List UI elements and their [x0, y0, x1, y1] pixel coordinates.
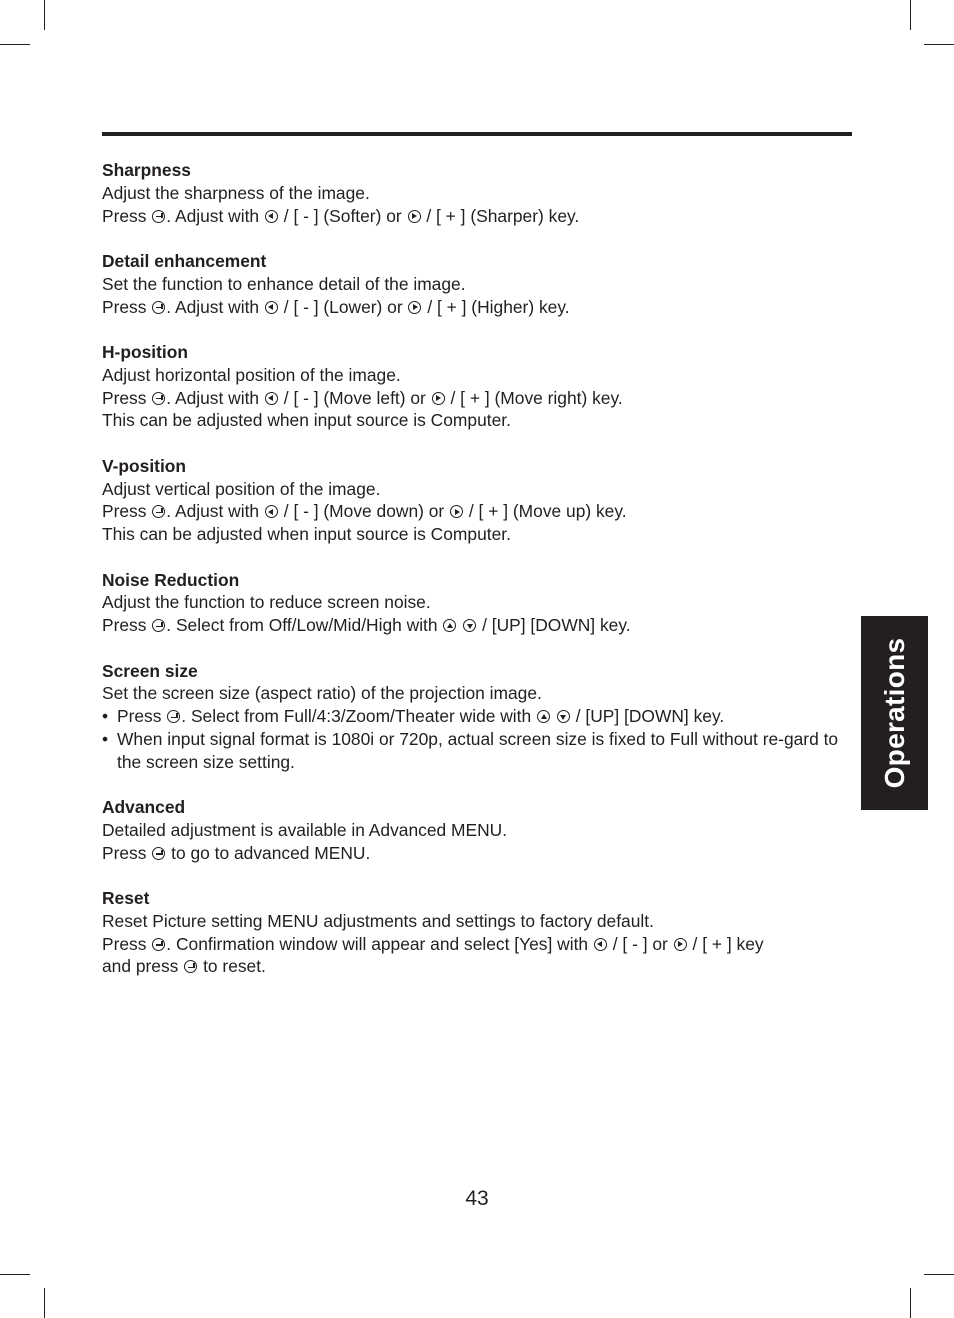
- instruction-text: Press: [102, 933, 147, 954]
- instruction-text: / [ - ] (Lower) or: [283, 296, 403, 317]
- section-description: Reset Picture setting MENU adjustments and settings to factory default.: [102, 910, 654, 931]
- section-description: Adjust horizontal position of the image.: [102, 364, 401, 385]
- section-description: Set the function to enhance detail of the image.: [102, 273, 466, 294]
- section-description: Adjust vertical position of the image.: [102, 478, 381, 499]
- crop-mark: [924, 44, 954, 45]
- instruction-text: Press: [117, 706, 162, 727]
- up-arrow-key-icon: [443, 619, 456, 632]
- crop-mark: [910, 1288, 911, 1318]
- section-sharpness: [102, 159, 842, 227]
- instruction-text: . Select from Off/Low/Mid/High with: [166, 615, 438, 636]
- enter-key-icon: [152, 847, 165, 860]
- instruction-line: [102, 387, 842, 410]
- section-heading: Reset: [102, 888, 150, 909]
- page-content: [102, 159, 842, 1001]
- section-description: Adjust the sharpness of the image.: [102, 182, 370, 203]
- instruction-text: Press: [102, 296, 147, 317]
- instruction-text: / [ + ] (Move up) key.: [468, 501, 627, 522]
- bullet-item: [102, 705, 842, 728]
- instruction-text: . Adjust with: [166, 296, 260, 317]
- instruction-text: Press: [102, 615, 147, 636]
- enter-key-icon: [152, 938, 165, 951]
- right-arrow-key-icon: [450, 505, 463, 518]
- section-heading: V-position: [102, 455, 187, 476]
- section-noise-reduction: [102, 569, 842, 637]
- section-heading: Advanced: [102, 797, 186, 818]
- crop-mark: [0, 1274, 30, 1275]
- enter-key-icon: [167, 710, 180, 723]
- side-tab-operations: [861, 616, 928, 810]
- section-reset: [102, 887, 842, 978]
- instruction-text: / [ - ] (Softer) or: [283, 205, 402, 226]
- crop-mark: [910, 0, 911, 30]
- instruction-text: / [ - ] (Move down) or: [283, 501, 445, 522]
- instruction-line: [102, 614, 842, 637]
- instruction-text: / [ + ] key: [692, 933, 764, 954]
- instruction-text: . Select from Full/4:3/Zoom/Theater wide with: [181, 706, 532, 727]
- bullet-dot: •: [102, 706, 109, 727]
- section-detail-enhancement: [102, 250, 842, 318]
- enter-key-icon: [152, 210, 165, 223]
- instruction-text: / [ - ] or: [612, 933, 668, 954]
- instruction-text: . Adjust with: [166, 387, 260, 408]
- enter-key-icon: [184, 960, 197, 973]
- enter-key-icon: [152, 301, 165, 314]
- crop-mark: [0, 44, 30, 45]
- instruction-text: / [ + ] (Sharper) key.: [426, 205, 580, 226]
- instruction-text: / [ + ] (Higher) key.: [427, 296, 570, 317]
- instruction-line: [102, 500, 842, 523]
- section-description: Set the screen size (aspect ratio) of the projection image.: [102, 683, 542, 704]
- instruction-text: to go to advanced MENU.: [171, 842, 371, 863]
- instruction-text: to reset.: [203, 956, 266, 977]
- instruction-line: [102, 296, 842, 319]
- section-heading: H-position: [102, 341, 188, 362]
- left-arrow-key-icon: [265, 392, 278, 405]
- right-arrow-key-icon: [432, 392, 445, 405]
- enter-key-icon: [152, 392, 165, 405]
- section-v-position: [102, 455, 842, 546]
- instruction-line: [102, 955, 842, 978]
- instruction-text: Press: [102, 205, 147, 226]
- side-tab-label: Operations: [878, 637, 910, 789]
- right-arrow-key-icon: [408, 210, 421, 223]
- left-arrow-key-icon: [265, 505, 278, 518]
- section-advanced: [102, 796, 842, 864]
- header-rule: [102, 132, 852, 136]
- bullet-dot: •: [102, 728, 109, 749]
- section-h-position: [102, 341, 842, 432]
- enter-key-icon: [152, 619, 165, 632]
- right-arrow-key-icon: [408, 301, 421, 314]
- bullet-item: [102, 728, 845, 774]
- section-description: Adjust the function to reduce screen noise.: [102, 592, 431, 613]
- section-description: Detailed adjustment is available in Advanced MENU.: [102, 819, 508, 840]
- crop-mark: [44, 0, 45, 30]
- instruction-text: / [UP] [DOWN] key.: [575, 706, 725, 727]
- instruction-text: and press: [102, 956, 179, 977]
- crop-mark: [924, 1274, 954, 1275]
- instruction-text: / [UP] [DOWN] key.: [482, 615, 631, 636]
- instruction-line: [102, 842, 842, 865]
- instruction-text: . Adjust with: [166, 501, 260, 522]
- enter-key-icon: [152, 505, 165, 518]
- instruction-text: / [ - ] (Move left) or: [283, 387, 426, 408]
- instruction-text: Press: [102, 501, 147, 522]
- section-heading: Sharpness: [102, 160, 191, 180]
- instruction-text: Press: [102, 387, 147, 408]
- left-arrow-key-icon: [594, 938, 607, 951]
- up-arrow-key-icon: [537, 710, 550, 723]
- instruction-line: [102, 205, 842, 228]
- instruction-text: When input signal format is 1080i or 720p, actual screen size is fixed to Full without re-gard to the screen size setting.: [117, 728, 839, 772]
- section-note: This can be adjusted when input source is Computer.: [102, 524, 511, 545]
- down-arrow-key-icon: [557, 710, 570, 723]
- instruction-text: Press: [102, 842, 147, 863]
- right-arrow-key-icon: [674, 938, 687, 951]
- section-screen-size: [102, 660, 842, 774]
- instruction-line: [102, 933, 842, 956]
- left-arrow-key-icon: [265, 301, 278, 314]
- section-heading: Detail enhancement: [102, 250, 267, 271]
- crop-mark: [44, 1288, 45, 1318]
- left-arrow-key-icon: [265, 210, 278, 223]
- instruction-text: / [ + ] (Move right) key.: [450, 387, 623, 408]
- instruction-text: . Adjust with: [166, 205, 260, 226]
- section-note: This can be adjusted when input source is Computer.: [102, 410, 511, 431]
- section-heading: Screen size: [102, 660, 198, 681]
- section-heading: Noise Reduction: [102, 569, 240, 590]
- page-number: 43: [465, 1187, 489, 1210]
- instruction-text: . Confirmation window will appear and select [Yes] with: [166, 933, 589, 954]
- down-arrow-key-icon: [463, 619, 476, 632]
